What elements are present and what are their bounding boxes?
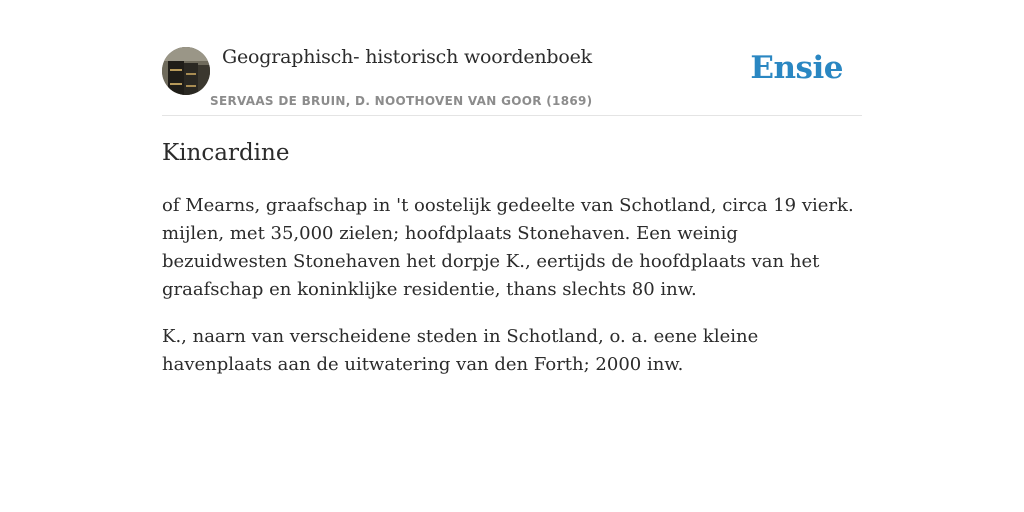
entry-definition	[162, 192, 862, 398]
book-cover-avatar[interactable]	[162, 47, 210, 95]
definition-paragraph: of Mearns, graafschap in 't oostelijk gedeelte van Schotland, circa 19 vierk. mijlen, met 35,000 zielen; hoofdplaats Stonehaven. Een weinig bezuidwesten Stonehaven het dorpje K., eertijds de hoofdplaats van het graafschap en koninklijke residentie, thans slechts 80 inw.	[162, 195, 854, 300]
header	[162, 40, 862, 116]
ensie-logo[interactable]: Ensie	[750, 50, 843, 86]
books-image-icon	[162, 47, 210, 95]
book-authors: SERVAAS DE BRUIN, D. NOOTHOVEN VAN GOOR (1869)	[210, 94, 593, 108]
entry-headword: Kincardine	[162, 140, 290, 166]
definition-paragraph: K., naarn van verscheidene steden in Schotland, o. a. eene kleine havenplaats aan de uitwatering van den Forth; 2000 inw.	[162, 326, 759, 375]
book-title-link[interactable]: Geographisch- historisch woordenboek	[222, 46, 592, 68]
